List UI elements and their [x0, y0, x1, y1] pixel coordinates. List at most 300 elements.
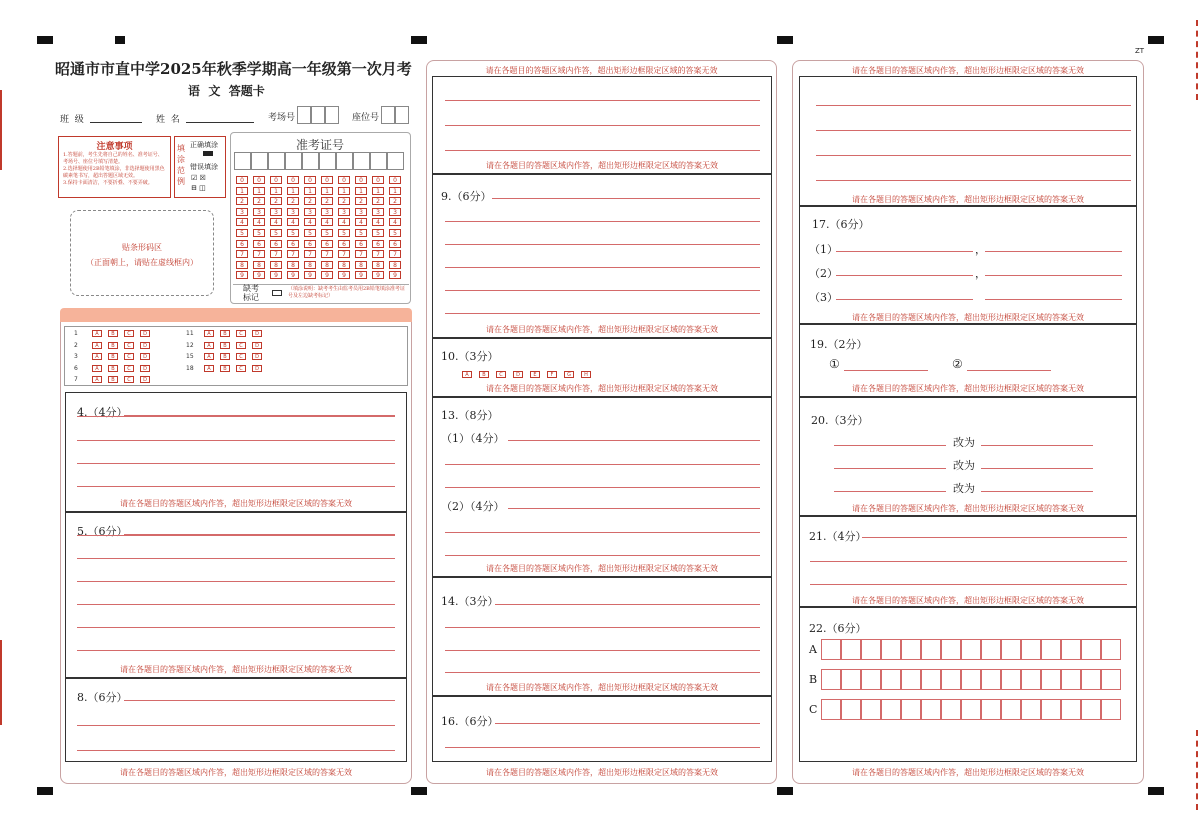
exam-id-bubble[interactable]: 8 [355, 261, 367, 269]
choice-bubble[interactable]: A [204, 365, 214, 372]
q22-grid-cell[interactable] [1061, 699, 1081, 720]
exam-id-bubble[interactable]: 7 [287, 250, 299, 258]
exam-id-bubble[interactable]: 9 [253, 271, 265, 279]
exam-id-bubble[interactable]: 3 [253, 208, 265, 216]
seat-label: 座位号 [352, 113, 380, 123]
exam-id-bubble[interactable]: 4 [304, 218, 316, 226]
exam-id-bubble[interactable]: 6 [253, 240, 265, 248]
exam-id-bubble[interactable]: 2 [304, 197, 316, 205]
exam-id-bubble[interactable]: 0 [321, 176, 333, 184]
exam-id-bubble[interactable]: 6 [355, 240, 367, 248]
q13-answer-line[interactable] [508, 508, 760, 509]
exam-id-bubble[interactable]: 3 [338, 208, 350, 216]
seat-box[interactable] [395, 106, 409, 124]
choice-bubble[interactable]: D [140, 365, 150, 372]
exam-id-bubble[interactable]: 2 [236, 197, 248, 205]
q22-grid-cell[interactable] [821, 639, 841, 660]
q22-grid-cell[interactable] [921, 669, 941, 690]
exam-id-bubble[interactable]: 2 [321, 197, 333, 205]
class-field[interactable] [90, 122, 142, 123]
q22-grid-cell[interactable] [1101, 669, 1121, 690]
q22-grid-cell[interactable] [1041, 699, 1061, 720]
exam-id-bubble[interactable]: 8 [389, 261, 401, 269]
q22-grid-cell[interactable] [881, 699, 901, 720]
choice-bubble[interactable]: C [236, 365, 246, 372]
q17-answer-line[interactable] [836, 275, 973, 276]
choice-bubble[interactable]: D [140, 353, 150, 360]
exam-id-bubble[interactable]: 2 [372, 197, 384, 205]
q5-answer-line[interactable] [77, 604, 395, 605]
exam-id-bubble[interactable]: 9 [355, 271, 367, 279]
exam-id-bubble[interactable]: 1 [321, 187, 333, 195]
area-warning: 请在各题目的答题区域内作答，超出矩形边框限定区域的答案无效 [120, 499, 352, 508]
q22-grid-cell[interactable] [941, 669, 961, 690]
exam-id-bubble[interactable]: 1 [355, 187, 367, 195]
q5-answer-line[interactable] [124, 534, 395, 535]
exam-id-bubble[interactable]: 0 [389, 176, 401, 184]
exam-id-bubble[interactable]: 6 [236, 240, 248, 248]
q10-option-bubble[interactable]: F [547, 371, 557, 378]
choice-bubble[interactable]: A [204, 330, 214, 337]
q22-grid-cell[interactable] [841, 669, 861, 690]
q5-answer-line[interactable] [77, 535, 395, 536]
choice-row [74, 353, 156, 360]
choice-number: 1 [74, 330, 78, 337]
exam-id-bubble[interactable]: 6 [338, 240, 350, 248]
room-box[interactable] [297, 106, 311, 124]
q22-grid-cell[interactable] [1041, 669, 1061, 690]
q22-grid-cell[interactable] [1101, 699, 1121, 720]
exam-id-column [389, 176, 403, 282]
exam-id-bubble[interactable]: 6 [321, 240, 333, 248]
exam-id-bubble[interactable]: 4 [321, 218, 333, 226]
q17-answer-line[interactable] [836, 299, 973, 300]
continue-answer-line[interactable] [445, 150, 760, 151]
q5-answer-line[interactable] [77, 650, 395, 651]
exam-id-bubble[interactable]: 0 [253, 176, 265, 184]
exam-id-bubble[interactable]: 8 [321, 261, 333, 269]
exam-id-bubble[interactable]: 3 [389, 208, 401, 216]
q22-grid-cell[interactable] [981, 669, 1001, 690]
choice-bubble[interactable]: D [140, 376, 150, 383]
exam-id-bubble[interactable]: 9 [338, 271, 350, 279]
q13-part2: （2）（4分） [441, 500, 505, 513]
q22-grid-cell[interactable] [861, 639, 881, 660]
continue-answer-line[interactable] [816, 155, 1131, 156]
exam-id-bubble[interactable]: 5 [355, 229, 367, 237]
q14-answer-line[interactable] [445, 627, 760, 628]
q5-answer-line[interactable] [77, 558, 395, 559]
exam-id-bubble[interactable]: 4 [355, 218, 367, 226]
choice-bubble[interactable]: A [204, 342, 214, 349]
q10-option-bubble[interactable]: H [581, 371, 591, 378]
choice-bubble[interactable]: C [124, 365, 134, 372]
exam-id-bubble[interactable]: 0 [270, 176, 282, 184]
room-box[interactable] [311, 106, 325, 124]
q13-answer-line[interactable] [445, 532, 760, 533]
q17-answer-line[interactable] [985, 251, 1122, 252]
q22-grid-cell[interactable] [961, 699, 981, 720]
exam-id-bubble[interactable]: 8 [253, 261, 265, 269]
exam-id-bubble[interactable]: 0 [372, 176, 384, 184]
exam-id-bubble[interactable]: 1 [253, 187, 265, 195]
choice-bubble[interactable]: D [140, 342, 150, 349]
exam-id-bubble[interactable]: 7 [338, 250, 350, 258]
exam-id-bubble[interactable]: 9 [372, 271, 384, 279]
fill-wrong-sample: ☑ ☒ [191, 174, 206, 182]
q22-row-label: C [809, 703, 818, 716]
continue-answer-line[interactable] [816, 105, 1131, 106]
q22-grid-cell[interactable] [1021, 639, 1041, 660]
choice-bubble[interactable]: B [220, 342, 230, 349]
exam-id-bubble[interactable]: 5 [253, 229, 265, 237]
notice-title: 注意事项 [96, 142, 133, 152]
exam-id-bubble[interactable]: 9 [389, 271, 401, 279]
exam-id-bubble[interactable]: 3 [236, 208, 248, 216]
choice-bubble[interactable]: C [236, 330, 246, 337]
exam-id-bubble[interactable]: 6 [389, 240, 401, 248]
choice-bubble[interactable]: C [124, 353, 134, 360]
name-field[interactable] [186, 122, 254, 123]
exam-id-bubble[interactable]: 5 [270, 229, 282, 237]
q9-answer-line[interactable] [445, 244, 760, 245]
choice-bubble[interactable]: D [252, 330, 262, 337]
q22-row-label: A [809, 643, 817, 656]
q22-grid-cell[interactable] [901, 699, 921, 720]
continue-answer-line[interactable] [816, 180, 1131, 181]
q13-answer-line[interactable] [445, 487, 760, 488]
exam-id-bubble[interactable]: 6 [372, 240, 384, 248]
q17-answer-line[interactable] [985, 275, 1122, 276]
registration-mark [411, 36, 427, 44]
continue-answer-line[interactable] [445, 100, 760, 101]
q4-answer-line[interactable] [124, 415, 395, 416]
q9-answer-line[interactable] [445, 267, 760, 268]
q10-option-bubble[interactable]: C [496, 371, 506, 378]
exam-id-bubble[interactable]: 0 [236, 176, 248, 184]
exam-id-bubble[interactable]: 7 [270, 250, 282, 258]
absent-checkbox[interactable] [272, 290, 282, 296]
exam-id-digit-box[interactable] [370, 152, 387, 170]
exam-id-bubble[interactable]: 7 [389, 250, 401, 258]
q22-grid-cell[interactable] [1101, 639, 1121, 660]
q4-answer-line[interactable] [77, 440, 395, 441]
choice-bubble[interactable]: A [204, 353, 214, 360]
q5-answer-line[interactable] [77, 627, 395, 628]
exam-id-bubble[interactable]: 4 [236, 218, 248, 226]
q17-answer-line[interactable] [985, 299, 1122, 300]
exam-id-bubble[interactable]: 0 [287, 176, 299, 184]
barcode-area [70, 210, 214, 296]
exam-id-digit-box[interactable] [251, 152, 268, 170]
q22-grid-cell[interactable] [921, 699, 941, 720]
q22-grid-cell[interactable] [821, 699, 841, 720]
exam-id-digit-box[interactable] [268, 152, 285, 170]
q5-title: 5.（6分） [77, 525, 128, 538]
q22-grid-cell[interactable] [961, 669, 981, 690]
exam-id-bubble[interactable]: 7 [236, 250, 248, 258]
q22-grid-cell[interactable] [981, 639, 1001, 660]
exam-id-bubble[interactable]: 1 [270, 187, 282, 195]
q22-grid-cell[interactable] [941, 639, 961, 660]
choice-bubble[interactable]: D [140, 330, 150, 337]
choice-bubble[interactable]: A [92, 365, 102, 372]
continue-answer-line[interactable] [816, 130, 1131, 131]
q13-answer-line[interactable] [508, 440, 760, 441]
exam-id-bubble[interactable]: 6 [304, 240, 316, 248]
q4-answer-line[interactable] [77, 486, 395, 487]
exam-id-bubble[interactable]: 0 [304, 176, 316, 184]
q22-grid-cell[interactable] [901, 639, 921, 660]
exam-id-bubble[interactable]: 2 [270, 197, 282, 205]
q16-title: 16.（6分） [441, 715, 499, 728]
area-warning: 请在各题目的答题区域内作答，超出矩形边框限定区域的答案无效 [852, 504, 1084, 513]
exam-id-bubble[interactable]: 3 [321, 208, 333, 216]
exam-id-digit-box[interactable] [234, 152, 251, 170]
exam-id-bubble[interactable]: 5 [236, 229, 248, 237]
exam-id-bubble[interactable]: 4 [372, 218, 384, 226]
area-warning: 请在各题目的答题区域内作答，超出矩形边框限定区域的答案无效 [486, 768, 718, 777]
q10-option-bubble[interactable]: A [462, 371, 472, 378]
exam-id-bubble[interactable]: 9 [270, 271, 282, 279]
choice-bubble[interactable]: B [108, 365, 118, 372]
q22-grid-cell[interactable] [1021, 699, 1041, 720]
q16-answer-line[interactable] [445, 747, 760, 748]
exam-id-title: 准考证号 [296, 138, 345, 152]
choice-bubble[interactable]: B [220, 330, 230, 337]
barcode-label: 贴条形码区 [122, 243, 162, 252]
choice-bubble[interactable]: D [252, 353, 262, 360]
exam-id-bubble[interactable]: 8 [304, 261, 316, 269]
q22-grid-cell[interactable] [861, 699, 881, 720]
q22-grid-cell[interactable] [1061, 639, 1081, 660]
exam-id-bubble[interactable]: 7 [372, 250, 384, 258]
choice-bubble[interactable]: D [252, 342, 262, 349]
q20-original-line[interactable] [834, 491, 946, 492]
exam-id-bubble[interactable]: 8 [236, 261, 248, 269]
exam-id-bubble[interactable]: 8 [338, 261, 350, 269]
q14-answer-line[interactable] [445, 672, 760, 673]
choice-bubble[interactable]: A [92, 353, 102, 360]
choice-bubble[interactable]: C [124, 342, 134, 349]
q14-answer-line[interactable] [445, 650, 760, 651]
section-bar [60, 308, 412, 322]
q17-part: （3） [809, 291, 838, 304]
exam-id-bubble[interactable]: 7 [304, 250, 316, 258]
choice-number: 12 [186, 341, 194, 349]
q22-grid-cell[interactable] [1001, 699, 1021, 720]
q13-answer-line[interactable] [445, 464, 760, 465]
exam-id-bubble[interactable]: 4 [389, 218, 401, 226]
choice-bubble[interactable]: B [220, 353, 230, 360]
choice-bubble[interactable]: C [236, 342, 246, 349]
area-warning: 请在各题目的答题区域内作答，超出矩形边框限定区域的答案无效 [485, 66, 718, 75]
exam-id-bubble[interactable]: 4 [253, 218, 265, 226]
q20-original-line[interactable] [834, 468, 946, 469]
q8-answer-line[interactable] [77, 725, 395, 726]
q22-grid-cell[interactable] [921, 639, 941, 660]
exam-id-bubble[interactable]: 2 [355, 197, 367, 205]
q16-answer-line[interactable] [495, 723, 760, 724]
choice-bubble[interactable]: A [92, 330, 102, 337]
exam-id-bubble[interactable]: 2 [253, 197, 265, 205]
choice-bubble[interactable]: B [108, 330, 118, 337]
choice-bubble[interactable]: B [108, 376, 118, 383]
choice-bubble[interactable]: A [92, 342, 102, 349]
choice-bubble[interactable]: B [108, 353, 118, 360]
q22-grid-cell[interactable] [881, 639, 901, 660]
exam-id-bubble[interactable]: 8 [270, 261, 282, 269]
exam-id-bubble[interactable]: 9 [321, 271, 333, 279]
q13-answer-line[interactable] [445, 555, 760, 556]
q10-option-bubble[interactable]: B [479, 371, 489, 378]
exam-id-bubble[interactable]: 3 [270, 208, 282, 216]
fill-correct-label: 正确填涂 [190, 141, 218, 149]
exam-id-digit-box[interactable] [285, 152, 302, 170]
q21-answer-line[interactable] [810, 584, 1127, 585]
exam-id-bubble[interactable]: 1 [236, 187, 248, 195]
exam-id-bubble[interactable]: 2 [287, 197, 299, 205]
q4-answer-line[interactable] [77, 416, 395, 417]
exam-id-digit-box[interactable] [387, 152, 404, 170]
q22-grid-cell[interactable] [841, 639, 861, 660]
area-warning: 请在各题目的答题区域内作答，超出矩形边框限定区域的答案无效 [852, 313, 1084, 322]
q21-title: 21.（4分） [809, 530, 867, 543]
choice-bubble[interactable]: A [92, 376, 102, 383]
q19-answer-line[interactable] [967, 370, 1051, 371]
q10-option-bubble[interactable]: G [564, 371, 574, 378]
exam-id-bubble[interactable]: 9 [287, 271, 299, 279]
q21-answer-line[interactable] [810, 561, 1127, 562]
choice-bubble[interactable]: B [220, 365, 230, 372]
q21-answer-line[interactable] [862, 537, 1127, 538]
exam-id-bubble[interactable]: 2 [389, 197, 401, 205]
exam-id-bubble[interactable]: 6 [287, 240, 299, 248]
exam-id-bubble[interactable]: 7 [355, 250, 367, 258]
area-warning: 请在各题目的答题区域内作答，超出矩形边框限定区域的答案无效 [852, 195, 1084, 204]
q20-revised-line[interactable] [981, 468, 1093, 469]
exam-id-digit-box[interactable] [319, 152, 336, 170]
exam-id-column [287, 176, 301, 282]
exam-id-digit-box[interactable] [353, 152, 370, 170]
q22-grid-cell[interactable] [861, 669, 881, 690]
q22-grid-cell[interactable] [1081, 639, 1101, 660]
exam-id-bubble[interactable]: 1 [372, 187, 384, 195]
q22-grid-cell[interactable] [1001, 669, 1021, 690]
q4-answer-line[interactable] [77, 463, 395, 464]
exam-id-bubble[interactable]: 3 [287, 208, 299, 216]
q22-grid-cell[interactable] [1041, 639, 1061, 660]
q8-answer-line[interactable] [77, 750, 395, 751]
exam-id-bubble[interactable]: 1 [338, 187, 350, 195]
continue-answer-line[interactable] [445, 125, 760, 126]
exam-id-bubble[interactable]: 1 [304, 187, 316, 195]
exam-id-bubble[interactable]: 4 [270, 218, 282, 226]
exam-id-digit-box[interactable] [336, 152, 353, 170]
exam-id-bubble[interactable]: 3 [355, 208, 367, 216]
exam-id-bubble[interactable]: 0 [355, 176, 367, 184]
registration-mark [1148, 36, 1164, 44]
q22-grid-cell[interactable] [1001, 639, 1021, 660]
q17-answer-line[interactable] [836, 251, 973, 252]
answer-line[interactable] [124, 700, 395, 701]
choice-bubble[interactable]: C [236, 353, 246, 360]
q19-answer-line[interactable] [844, 370, 928, 371]
q9-answer-line[interactable] [492, 198, 760, 199]
exam-id-bubble[interactable]: 9 [304, 271, 316, 279]
q5-answer-line[interactable] [77, 581, 395, 582]
exam-id-bubble[interactable]: 5 [287, 229, 299, 237]
q22-grid-cell[interactable] [961, 639, 981, 660]
exam-id-bubble[interactable]: 0 [338, 176, 350, 184]
q22-grid-cell[interactable] [1081, 699, 1101, 720]
exam-id-bubble[interactable]: 1 [389, 187, 401, 195]
fill-wrong-label: 错误填涂 [190, 163, 218, 171]
q10-option-bubble[interactable]: E [530, 371, 540, 378]
exam-id-bubble[interactable]: 5 [372, 229, 384, 237]
exam-id-bubble[interactable]: 8 [372, 261, 384, 269]
area-warning: 请在各题目的答题区域内作答，超出矩形边框限定区域的答案无效 [852, 768, 1084, 777]
exam-id-bubble[interactable]: 5 [338, 229, 350, 237]
q9-answer-line[interactable] [445, 221, 760, 222]
q22-grid-cell[interactable] [841, 699, 861, 720]
exam-id-bubble[interactable]: 2 [338, 197, 350, 205]
room-box[interactable] [325, 106, 339, 124]
exam-id-bubble[interactable]: 6 [270, 240, 282, 248]
exam-id-digit-box[interactable] [302, 152, 319, 170]
q19-part: ① [829, 357, 840, 371]
q22-grid-cell[interactable] [1061, 669, 1081, 690]
q22-grid-cell[interactable] [881, 669, 901, 690]
choice-bubble[interactable]: B [108, 342, 118, 349]
q10-option-bubble[interactable]: D [513, 371, 523, 378]
q9-answer-line[interactable] [445, 313, 760, 314]
choice-bubble[interactable]: C [124, 376, 134, 383]
exam-id-bubble[interactable]: 4 [287, 218, 299, 226]
exam-id-bubble[interactable]: 7 [253, 250, 265, 258]
q22-grid-cell[interactable] [1081, 669, 1101, 690]
q22-grid-cell[interactable] [901, 669, 921, 690]
sheet-subtitle: 语 文 答题卡 [188, 84, 265, 98]
q22-grid-cell[interactable] [821, 669, 841, 690]
seat-box[interactable] [381, 106, 395, 124]
q20-revised-line[interactable] [981, 445, 1093, 446]
q20-change-label: 改为 [953, 436, 975, 449]
edge-marker [0, 90, 2, 170]
q22-grid-cell[interactable] [941, 699, 961, 720]
q20-revised-line[interactable] [981, 491, 1093, 492]
q14-answer-line[interactable] [495, 604, 760, 605]
exam-id-bubble[interactable]: 5 [321, 229, 333, 237]
q22-grid-cell[interactable] [981, 699, 1001, 720]
exam-id-bubble[interactable]: 3 [372, 208, 384, 216]
exam-id-bubble[interactable]: 3 [304, 208, 316, 216]
choice-bubble[interactable]: D [252, 365, 262, 372]
choice-bubble[interactable]: C [124, 330, 134, 337]
exam-id-bubble[interactable]: 5 [389, 229, 401, 237]
area-warning: 请在各题目的答题区域内作答，超出矩形边框限定区域的答案无效 [852, 66, 1084, 75]
q20-original-line[interactable] [834, 445, 946, 446]
exam-id-bubble[interactable]: 7 [321, 250, 333, 258]
q22-grid-cell[interactable] [1021, 669, 1041, 690]
exam-id-bubble[interactable]: 8 [287, 261, 299, 269]
exam-id-bubble[interactable]: 4 [338, 218, 350, 226]
exam-id-bubble[interactable]: 5 [304, 229, 316, 237]
exam-id-bubble[interactable]: 9 [236, 271, 248, 279]
q9-answer-line[interactable] [445, 290, 760, 291]
choice-number: 7 [74, 376, 78, 383]
exam-id-bubble[interactable]: 1 [287, 187, 299, 195]
